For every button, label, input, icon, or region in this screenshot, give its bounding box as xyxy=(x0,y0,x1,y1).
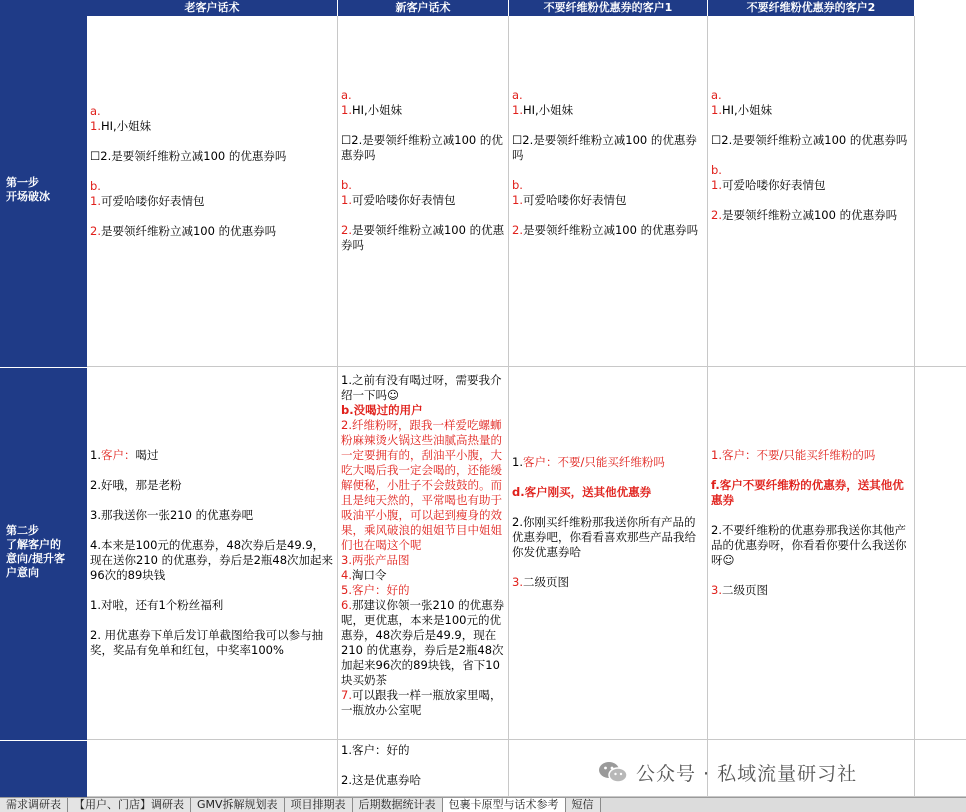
cell-r3-new[interactable] xyxy=(338,740,509,797)
line-not-drank: b.没喝过的用户 xyxy=(341,403,423,417)
line-customer-refuse: 1.客户：不要/只能买纤维粉吗 xyxy=(512,455,665,469)
line-this-coupon: 2.这是优惠券哈 xyxy=(341,773,421,787)
wechat-icon xyxy=(598,760,628,784)
line-intro: 1.之前有没有喝过呀，需要我介绍一下吗☺ xyxy=(341,373,502,402)
watermark xyxy=(598,757,857,787)
header-no-fiber-customer-1[interactable]: 不要纤维粉优惠券的客户1 xyxy=(509,0,708,16)
line-a: a. xyxy=(711,88,722,102)
line-taobao-code: 4.淘口令 xyxy=(341,568,387,582)
line-b: b. xyxy=(341,178,352,192)
cell-r2-new[interactable] xyxy=(338,367,509,740)
cell-r1-new[interactable] xyxy=(338,16,509,367)
line-fiber-pitch: 2.纤维粉呀，跟我一样爱吃螺蛳粉麻辣烫火锅这些油腻高热量的一定要拥有的，刮油平小腹，大吃大喝后我一定会喝的，还能缓解便秘，小肚子不会鼓鼓的。而且是纯天然的，平常喝也有助于吸油平小腹，可以起到瘦身的效果，乘风破浪的姐姐节目中姐姐们也在喝这个呢 xyxy=(341,418,502,552)
line-price-explain: 4.本来是100元的优惠券，48次券后是49.9，现在送你210 的优惠券，券后是2瓶48次加起来96次的89块钱 xyxy=(90,538,334,582)
line-hi: 1.HI,小姐妹 xyxy=(512,103,574,117)
cell-r2-nofiber-1[interactable] xyxy=(509,367,708,740)
line-product-images: 3.两张产品图 xyxy=(341,553,410,567)
line-secondary-page: 3.二级页图 xyxy=(711,583,768,597)
line-b: b. xyxy=(512,178,523,192)
line-old-fan: 2.好哦，那是老粉 xyxy=(90,478,182,492)
line-suggest-210: 6.那建议你领一张210 的优惠券呢，更优惠，本来是100元的优惠券，48次券后是49.9，现在210 的优惠券，券后是2瓶48次加起来96次的89块钱，省下10块买奶茶 xyxy=(341,598,505,687)
line-other-products: 2.不要纤维粉的优惠券那我送你其他产品的优惠券呀，你看看你要什么我送你呀☺ xyxy=(711,523,907,567)
step-2-subtitle-line2: 意向/提升客 xyxy=(6,552,66,565)
step-1-subtitle: 开场破冰 xyxy=(6,190,50,203)
step-1-label[interactable] xyxy=(0,16,87,367)
line-just-bought: d.客户刚买，送其他优惠券 xyxy=(512,485,652,499)
line-a: a. xyxy=(90,104,101,118)
cell-r1-nofiber-2[interactable] xyxy=(708,16,915,367)
line-coupon: ☐2.是要领纤维粉立减100 的优惠券吗 xyxy=(711,133,908,147)
line-a: a. xyxy=(512,88,523,102)
header-no-fiber-customer-2[interactable]: 不要纤维粉优惠券的客户2 xyxy=(708,0,915,16)
line-other-coupons: f.客户不要纤维粉的优惠券，送其他优惠券 xyxy=(711,478,904,507)
line-all-products: 2.你刚买纤维粉那我送你所有产品的优惠券吧，你看看喜欢那些产品我给你发优惠券哈 xyxy=(512,515,696,559)
line-hi: 1.HI,小姐妹 xyxy=(711,103,773,117)
sheet-tab-gmv-plan[interactable]: GMV拆解规划表 xyxy=(191,798,285,812)
line-send-210: 3.那我送你一张210 的优惠券吧 xyxy=(90,508,254,522)
sheet-tab-demand-survey[interactable]: 需求调研表 xyxy=(0,798,68,812)
line-coupon: ☐2.是要领纤维粉立减100 的优惠券吗 xyxy=(341,133,503,162)
cell-r1-nofiber-1[interactable] xyxy=(509,16,708,367)
sheet-tab-data-stats[interactable]: 后期数据统计表 xyxy=(353,798,443,812)
sheet-tab-user-store-survey[interactable]: 【用户、门店】调研表 xyxy=(68,798,191,812)
line-emoji: 1.可爱哈喽你好表情包 xyxy=(711,178,826,192)
sheet-tab-sms[interactable]: 短信 xyxy=(566,798,601,812)
step-1-title: 第一步 xyxy=(6,176,39,189)
line-a: a. xyxy=(341,88,352,102)
line-lottery: 2. 用优惠券下单后发订单截图给我可以参与抽奖，奖品有免单和红包，中奖率100% xyxy=(90,628,324,657)
line-customer-ok: 1.客户：好的 xyxy=(341,743,410,757)
line-emoji: 1.可爱哈喽你好表情包 xyxy=(341,193,456,207)
line-b: b. xyxy=(90,179,101,193)
line-coupon-2: 2.是要领纤维粉立减100 的优惠券吗 xyxy=(90,224,277,238)
line-emoji: 1.可爱哈喽你好表情包 xyxy=(512,193,627,207)
step-2-subtitle-line1: 了解客户的 xyxy=(6,538,61,551)
header-corner xyxy=(0,0,87,16)
line-emoji: 1.可爱哈喽你好表情包 xyxy=(90,194,205,208)
line-secondary-page: 3.二级页图 xyxy=(512,575,569,589)
line-hi: 1.HI,小姐妹 xyxy=(341,103,403,117)
sheet-tab-bar xyxy=(0,797,966,812)
cell-r2-empty[interactable] xyxy=(915,367,966,740)
line-fan-welfare: 1.对啦，还有1个粉丝福利 xyxy=(90,598,224,612)
cell-r3-old[interactable] xyxy=(87,740,338,797)
line-b: b. xyxy=(711,163,722,177)
step-3-label[interactable] xyxy=(0,740,87,797)
line-hi: 1.HI,小姐妹 xyxy=(90,119,152,133)
sheet-tab-package-card[interactable]: 包裹卡原型与话术参考 xyxy=(443,798,566,812)
step-2-title: 第二步 xyxy=(6,524,39,537)
step-2-subtitle-line3: 户意向 xyxy=(6,566,39,579)
line-home-office: 7.可以跟我一样一瓶放家里喝，一瓶放办公室呢 xyxy=(341,688,502,717)
cell-r1-old[interactable] xyxy=(87,16,338,367)
cell-r3-empty[interactable] xyxy=(915,740,966,797)
line-coupon-2: 2.是要领纤维粉立减100 的优惠券吗 xyxy=(341,223,505,252)
cell-r2-nofiber-2[interactable] xyxy=(708,367,915,740)
cell-r1-empty[interactable] xyxy=(915,16,966,367)
line-customer-refuse: 1.客户：不要/只能买纤维粉的吗 xyxy=(711,448,876,462)
header-old-customer[interactable]: 老客户话术 xyxy=(87,0,338,16)
step-2-label[interactable] xyxy=(0,367,87,740)
line-coupon-2: 2.是要领纤维粉立减100 的优惠券吗 xyxy=(711,208,898,222)
header-empty xyxy=(915,0,966,16)
cell-r2-old[interactable] xyxy=(87,367,338,740)
watermark-text: 公众号 · 私域流量研习社 xyxy=(636,762,858,785)
line-coupon-2: 2.是要领纤维粉立减100 的优惠券吗 xyxy=(512,223,699,237)
header-new-customer[interactable]: 新客户话术 xyxy=(338,0,509,16)
line-customer-ok: 5.客户：好的 xyxy=(341,583,410,597)
sheet-tab-schedule[interactable]: 项目排期表 xyxy=(285,798,353,812)
line-coupon: ☐2.是要领纤维粉立减100 的优惠券吗 xyxy=(90,149,287,163)
line-coupon: ☐2.是要领纤维粉立减100 的优惠券吗 xyxy=(512,133,697,162)
line-customer-drank: 1.客户：喝过 xyxy=(90,448,159,462)
